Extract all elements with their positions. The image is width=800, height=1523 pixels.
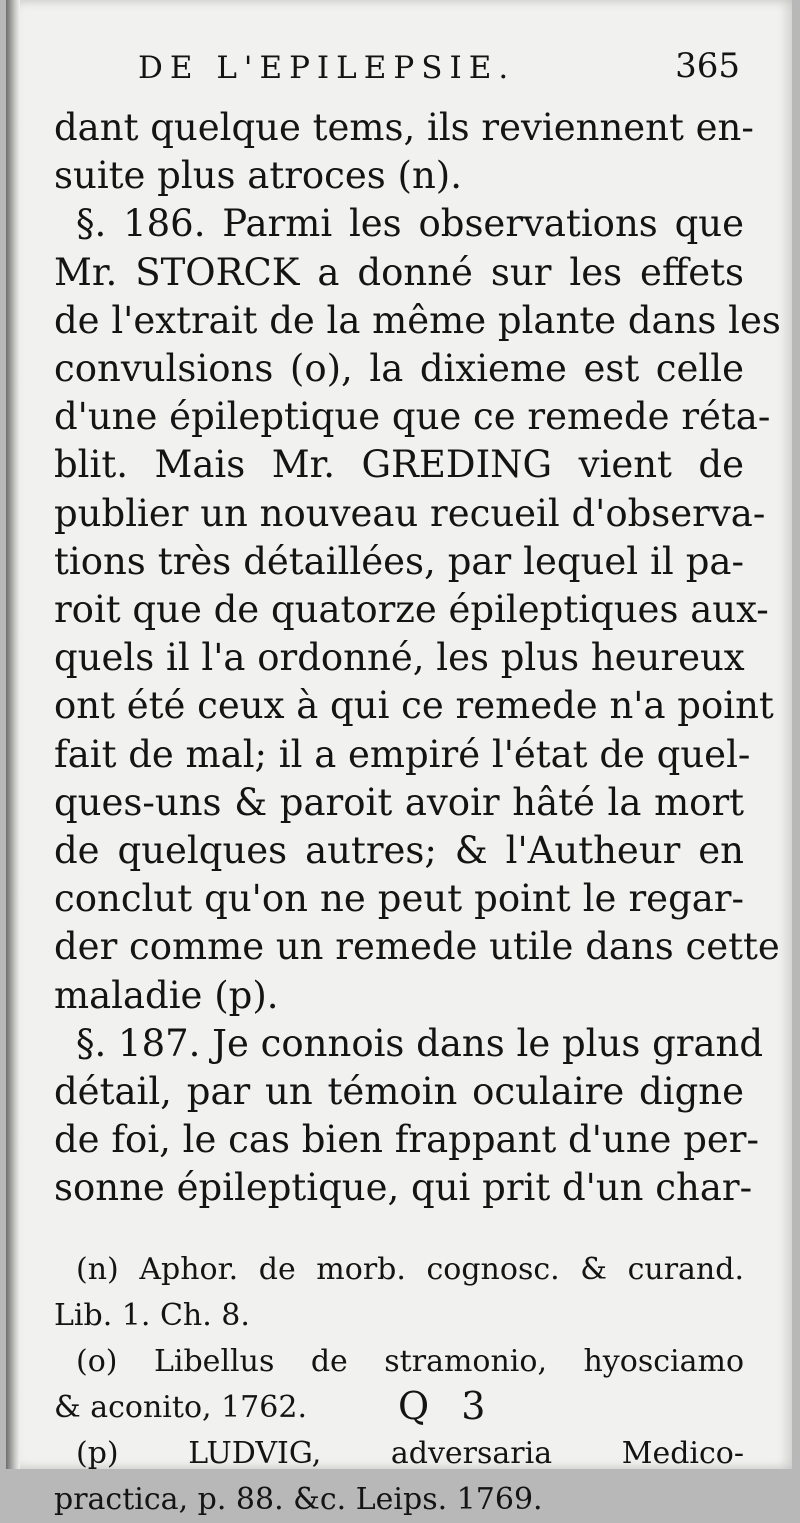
body-line: publier un nouveau recueil d'observa- bbox=[54, 491, 766, 535]
body-line: conclut qu'on ne peut point le regar- bbox=[54, 877, 744, 921]
body-line: d'une épileptique que ce remede réta- bbox=[54, 395, 771, 439]
body-line: Mr. STORCK a donné sur les effets bbox=[54, 250, 744, 294]
body-line: de quelques autres; & l'Autheur en bbox=[54, 829, 744, 873]
page-number: 365 bbox=[675, 46, 740, 86]
footnote-line: (n) Aphor. de morb. cognosc. & curand. bbox=[76, 1251, 744, 1287]
footnote-line: (o) Libellus de stramonio, hyosciamo bbox=[76, 1343, 744, 1379]
body-line: détail, par un témoin oculaire digne bbox=[54, 1070, 744, 1114]
body-line: sonne épileptique, qui prit d'un char- bbox=[54, 1166, 753, 1210]
body-line: suite plus atroces (n). bbox=[54, 154, 462, 198]
body-line: §. 186. Parmi les observations que bbox=[76, 202, 744, 246]
body-line: §. 187. Je connois dans le plus grand bbox=[76, 1021, 764, 1065]
footnote-line: (p) LUDVIG, adversaria Medico- bbox=[76, 1435, 744, 1471]
body-line: convulsions (o), la dixieme est celle bbox=[54, 347, 744, 391]
body-line: quels il l'a ordonné, les plus heureux bbox=[54, 636, 745, 680]
book-page bbox=[6, 0, 792, 1517]
body-line: de foi, le cas bien frappant d'une per- bbox=[54, 1118, 759, 1162]
footnote-line: Lib. 1. Ch. 8. bbox=[54, 1297, 250, 1333]
body-line: ont été ceux à qui ce remede n'a point bbox=[54, 684, 774, 728]
signature-mark: Q 3 bbox=[398, 1384, 496, 1428]
body-line: de l'extrait de la même plante dans les bbox=[54, 298, 781, 342]
body-line: fait de mal; il a empiré l'état de quel- bbox=[54, 732, 751, 776]
running-title: DE L'EPILEPSIE. bbox=[138, 50, 516, 86]
body-line: roit que de quatorze épileptiques aux- bbox=[54, 588, 769, 632]
body-line: maladie (p). bbox=[54, 973, 279, 1017]
body-line: der comme un remede utile dans cette bbox=[54, 925, 780, 969]
body-line: blit. Mais Mr. GREDING vient de bbox=[54, 443, 744, 487]
body-line: dant quelque tems, ils reviennent en- bbox=[54, 106, 754, 149]
page-content bbox=[54, 36, 781, 1523]
body-line: tions très détaillées, par lequel il pa- bbox=[54, 539, 744, 583]
body-line: ques-uns & paroit avoir hâté la mort bbox=[54, 780, 744, 824]
footnote-line: practica, p. 88. &c. Leips. 1769. bbox=[54, 1481, 543, 1517]
body-text bbox=[54, 104, 781, 1213]
footnote-line: & aconito, 1762. bbox=[54, 1389, 307, 1425]
running-head bbox=[54, 36, 744, 98]
page-spine-shadow bbox=[6, 0, 20, 1469]
